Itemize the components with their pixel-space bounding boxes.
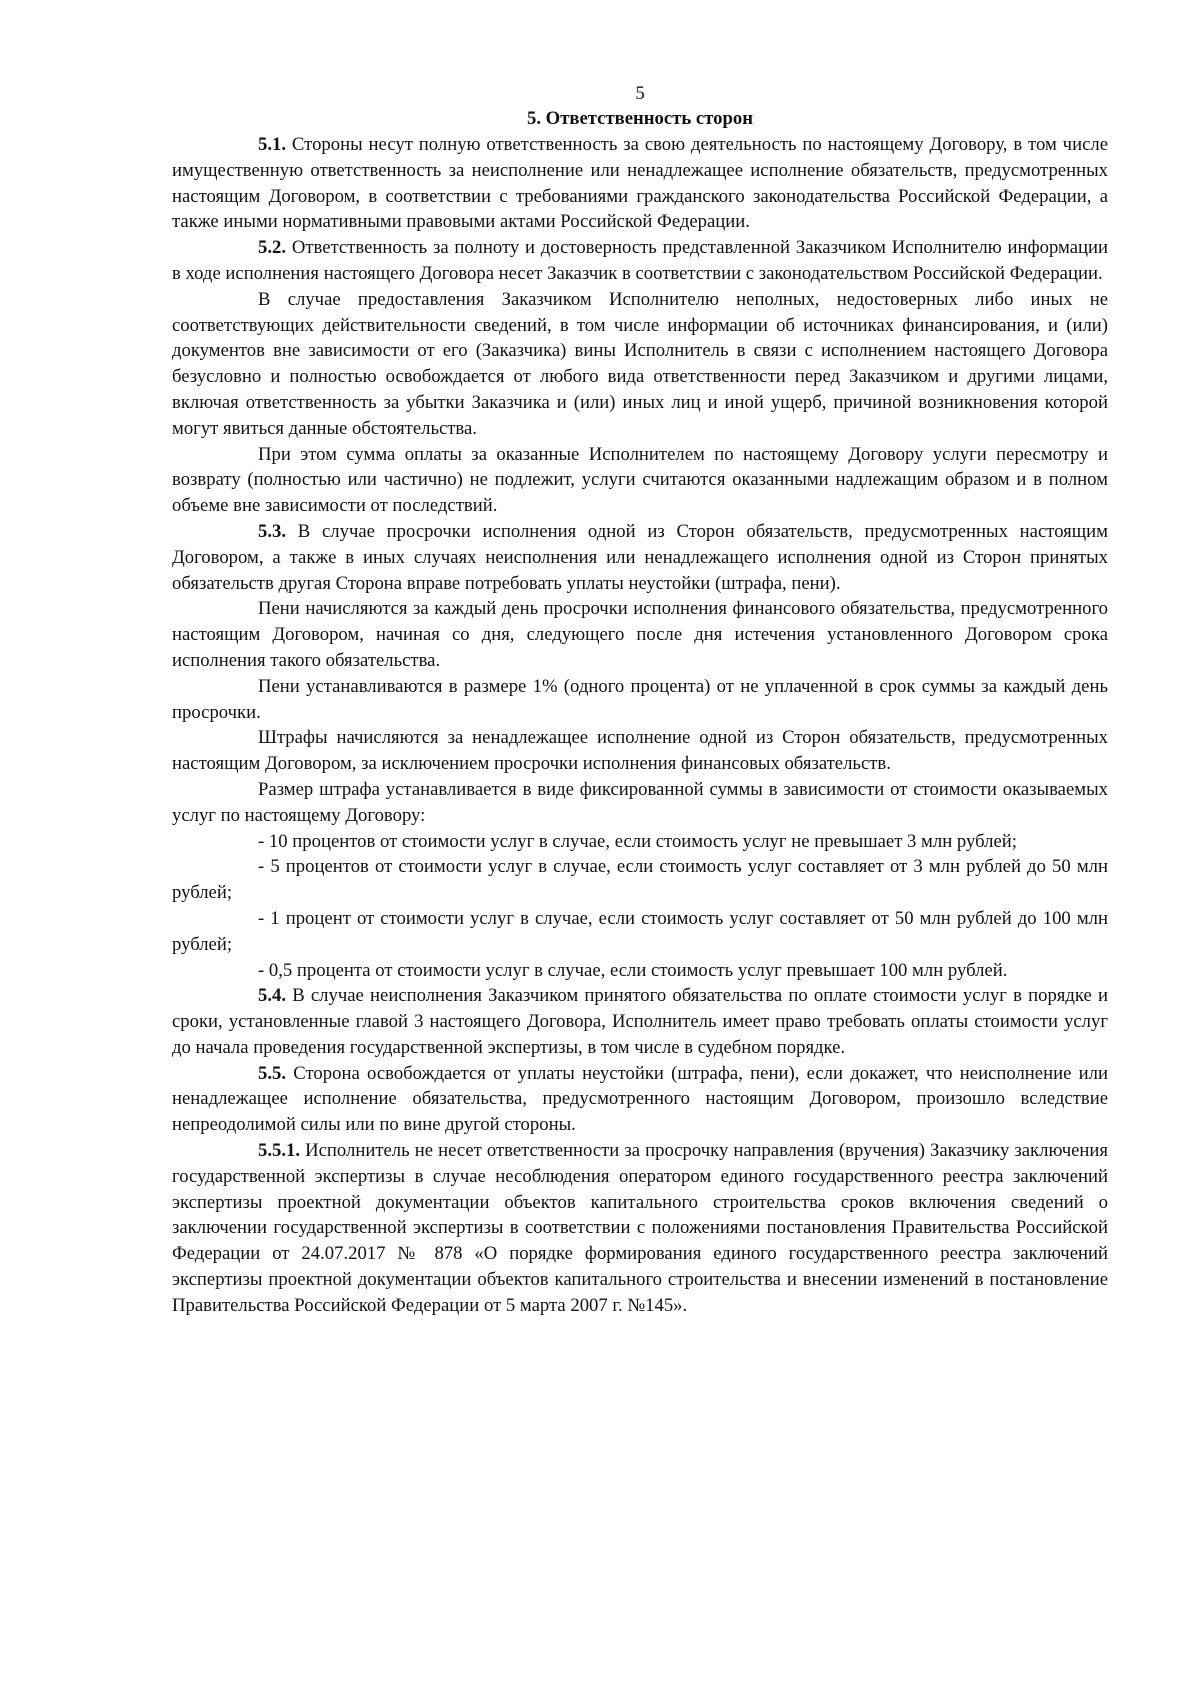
paragraph-text: Стороны несут полную ответственность за свою деятельность по настоящему Договору, в том числе имущественную ответственность за неисполнение или ненадлежащее исполнение обязательств, предусмотренных настоящим Договором, в соответствии с требованиями гражданского законодательства Российской Федерации, а также иными нормативными правовыми актами Российской Федерации. <box>172 134 1108 233</box>
paragraph-text: В случае предоставления Заказчиком Исполнителю неполных, недостоверных либо иных не соответствующих действительности сведений, в том числе информации об источниках финансирования, и (или) документов вне зависимости от его (Заказчика) вины Исполнитель в связи с исполнением настоящего Договора безусловно и полностью освобождается от любого вида ответственности перед Заказчиком и другими лицами, включая ответственность за убытки Заказчика и (или) иных лиц и иной ущерб, причиной возникновения которой могут явиться данные обстоятельства. <box>172 288 1108 439</box>
clause-number: 5.5. <box>258 1062 287 1084</box>
paragraph-5-2 <box>172 235 1108 287</box>
paragraph-text: Сторона освобождается от уплаты неустойки (штрафа, пени), если докажет, что неисполнение или ненадлежащее исполнение обязательства, предусмотренного настоящим Договором, произошло вследствие непреодолимой силы или по вине другой стороны. <box>172 1062 1108 1136</box>
paragraph-fine-size <box>172 777 1108 829</box>
clause-number: 5.2. <box>258 237 287 259</box>
list-item-text: - 1 процент от стоимости услуг в случае, если стоимость услуг составляет от 50 млн рублей до 100 млн рублей; <box>172 907 1108 955</box>
paragraph-5-1 <box>172 132 1108 235</box>
page-number: 5 <box>635 83 645 104</box>
list-item-fine-1 <box>172 906 1108 958</box>
paragraph-incomplete-info <box>172 287 1108 442</box>
clause-number: 5.4. <box>258 985 287 1007</box>
paragraph-5-5 <box>172 1061 1108 1138</box>
list-item-text: - 10 процентов от стоимости услуг в случае, если стоимость услуг не превышает 3 млн рублей; <box>258 830 1017 852</box>
list-item-text: - 5 процентов от стоимости услуг в случае, если стоимость услуг составляет от 3 млн рублей до 50 млн рублей; <box>172 856 1108 904</box>
section-title: 5. Ответственность сторон <box>526 108 754 129</box>
paragraph-5-5-1 <box>172 1138 1108 1319</box>
clause-number: 5.3. <box>258 520 287 542</box>
paragraph-text: В случае неисполнения Заказчиком принятого обязательства по оплате стоимости услуг в порядке и сроки, установленные главой 3 настоящего Договора, Исполнитель имеет право требовать оплаты стоимости услуг до начала проведения государственной экспертизы, в том числе в судебном порядке. <box>172 985 1108 1058</box>
document-page <box>172 82 1108 1319</box>
paragraph-text: Исполнитель не несет ответственности за просрочку направления (вручения) Заказчику заключения государственной экспертизы в случае несоблюдения оператором единого государственного реестра заключений экспертизы проектной документации объектов капитального строительства сроков включения сведений о заключении государственной экспертизы в соответствии с положениями постановления Правительства Российской Федерации от 24.07.2017 № 878 «О порядке формирования единого государственного реестра заключений экспертизы проектной документации объектов капитального строительства и внесении изменений в постановление Правительства Российской Федерации от 5 марта 2007 г. №145». <box>172 1140 1108 1316</box>
paragraph-penalty-rate <box>172 674 1108 726</box>
paragraph-text: Ответственность за полноту и достоверность представленной Заказчиком Исполнителю информации в ходе исполнения настоящего Договора несет Заказчик в соответствии с законодательством Российской Федерации. <box>172 237 1108 284</box>
paragraph-text: Пени устанавливаются в размере 1% (одного процента) от не уплаченной в срок суммы за каждый день просрочки. <box>172 675 1108 723</box>
paragraph-payment-not-refundable <box>172 442 1108 519</box>
paragraph-5-3 <box>172 519 1108 596</box>
list-item-fine-10 <box>172 829 1108 855</box>
paragraph-5-4 <box>172 983 1108 1060</box>
paragraph-text: Пени начисляются за каждый день просрочки исполнения финансового обязательства, предусмотренного настоящим Договором, начиная со дня, следующего после дня истечения установленного Договором срока исполнения такого обязательства. <box>172 598 1108 671</box>
paragraph-text: В случае просрочки исполнения одной из Сторон обязательств, предусмотренных настоящим Договором, а также в иных случаях неисполнения или ненадлежащего исполнения одной из Сторон принятых обязательств другая Сторона вправе потребовать уплаты неустойки (штрафа, пени). <box>172 520 1108 594</box>
paragraph-fines <box>172 725 1108 777</box>
clause-number: 5.1. <box>258 134 287 155</box>
paragraph-text: Штрафы начисляются за ненадлежащее исполнение одной из Сторон обязательств, предусмотренных настоящим Договором, за исключением просрочки исполнения финансовых обязательств. <box>172 727 1108 775</box>
clause-number: 5.5.1. <box>258 1140 301 1162</box>
paragraph-penalty-accrual <box>172 596 1108 673</box>
list-item-fine-5 <box>172 854 1108 906</box>
list-item-fine-0-5 <box>172 958 1108 984</box>
list-item-text: - 0,5 процента от стоимости услуг в случае, если стоимость услуг превышает 100 млн рублей. <box>258 959 1008 981</box>
paragraph-text: При этом сумма оплаты за оказанные Исполнителем по настоящему Договору услуги пересмотру и возврату (полностью или частично) не подлежит, услуги считаются оказанными надлежащим образом и в полном объеме вне зависимости от последствий. <box>172 443 1108 517</box>
paragraph-text: Размер штрафа устанавливается в виде фиксированной суммы в зависимости от стоимости оказываемых услуг по настоящему Договору: <box>172 778 1108 826</box>
